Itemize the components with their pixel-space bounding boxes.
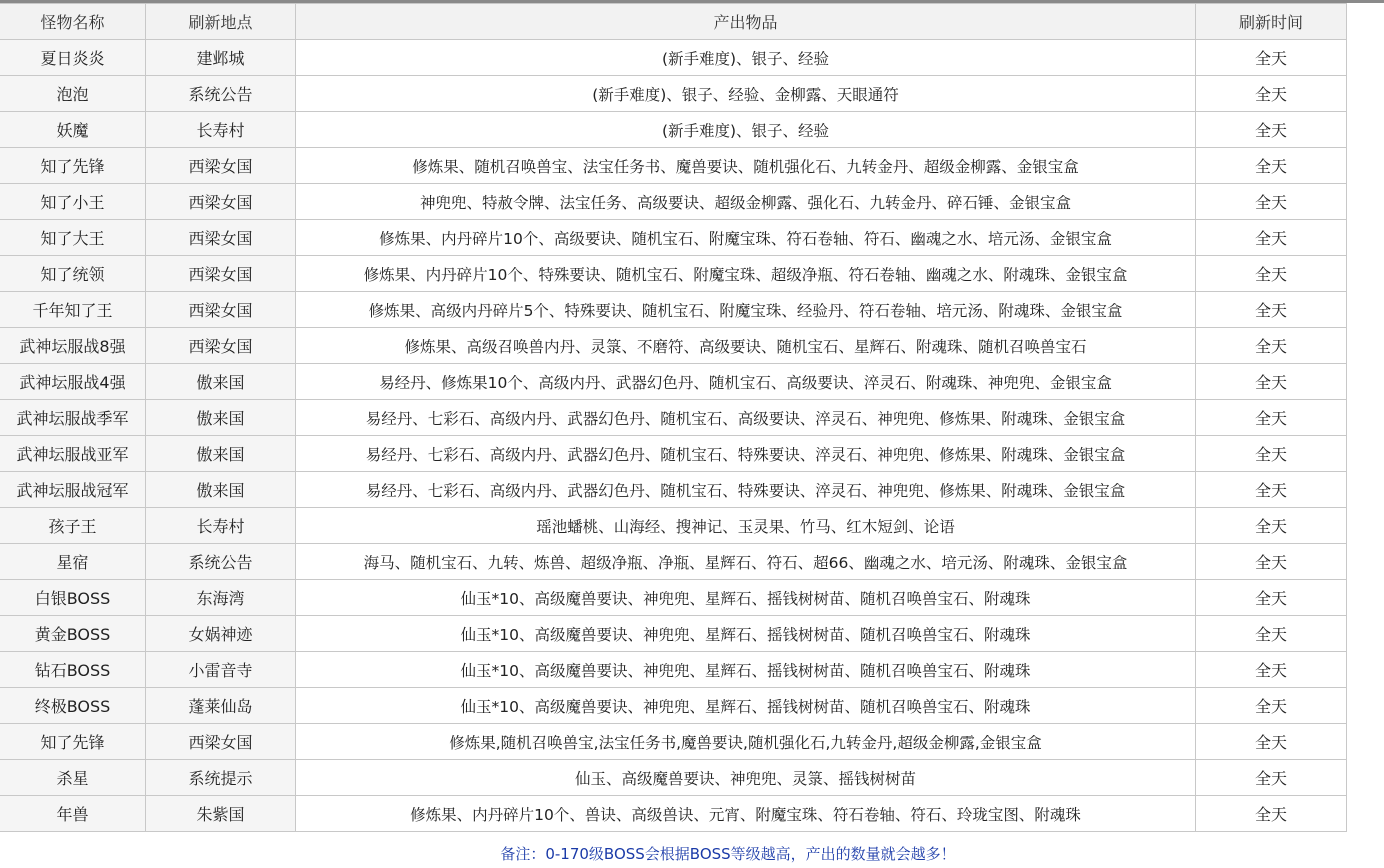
table-row — [0, 364, 1347, 400]
table-row — [0, 580, 1347, 616]
table-body — [0, 40, 1347, 832]
location-cell: 西梁女国 — [146, 256, 296, 292]
monster-name-cell: 知了大王 — [0, 220, 146, 256]
table-row — [0, 688, 1347, 724]
location-cell: 西梁女国 — [146, 184, 296, 220]
table-row — [0, 184, 1347, 220]
refresh-time-cell: 全天 — [1196, 760, 1347, 796]
table-row — [0, 40, 1347, 76]
monster-name-cell: 知了统领 — [0, 256, 146, 292]
location-cell: 朱紫国 — [146, 796, 296, 832]
monster-name-cell: 妖魔 — [0, 112, 146, 148]
refresh-time-cell: 全天 — [1196, 292, 1347, 328]
location-cell: 西梁女国 — [146, 220, 296, 256]
refresh-time-cell: 全天 — [1196, 76, 1347, 112]
monster-name-cell: 武神坛服战8强 — [0, 328, 146, 364]
refresh-time-cell: 全天 — [1196, 436, 1347, 472]
monster-name-cell: 武神坛服战4强 — [0, 364, 146, 400]
table-row — [0, 148, 1347, 184]
refresh-time-cell: 全天 — [1196, 112, 1347, 148]
header-monster-name: 怪物名称 — [0, 4, 146, 40]
items-cell: (新手难度)、银子、经验、金柳露、天眼通符 — [296, 76, 1196, 112]
location-cell: 蓬莱仙岛 — [146, 688, 296, 724]
location-cell: 傲来国 — [146, 436, 296, 472]
items-cell: 修炼果、高级召唤兽内丹、灵箓、不磨符、高级要诀、随机宝石、星辉石、附魂珠、随机召唤兽宝石 — [296, 328, 1196, 364]
location-cell: 傲来国 — [146, 364, 296, 400]
items-cell: 仙玉*10、高级魔兽要诀、神兜兜、星辉石、摇钱树树苗、随机召唤兽宝石、附魂珠 — [296, 616, 1196, 652]
location-cell: 傲来国 — [146, 472, 296, 508]
table-row — [0, 292, 1347, 328]
table-row — [0, 328, 1347, 364]
items-cell: 神兜兜、特赦令牌、法宝任务、高级要诀、超级金柳露、强化石、九转金丹、碎石锤、金银宝盒 — [296, 184, 1196, 220]
monster-drop-table — [0, 3, 1347, 832]
items-cell: 修炼果,随机召唤兽宝,法宝任务书,魔兽要诀,随机强化石,九转金丹,超级金柳露,金银宝盒 — [296, 724, 1196, 760]
items-cell: 修炼果、随机召唤兽宝、法宝任务书、魔兽要诀、随机强化石、九转金丹、超级金柳露、金银宝盒 — [296, 148, 1196, 184]
table-row — [0, 112, 1347, 148]
table-row — [0, 400, 1347, 436]
location-cell: 西梁女国 — [146, 148, 296, 184]
location-cell: 系统提示 — [146, 760, 296, 796]
refresh-time-cell: 全天 — [1196, 652, 1347, 688]
monster-name-cell: 白银BOSS — [0, 580, 146, 616]
items-cell: 海马、随机宝石、九转、炼兽、超级净瓶、净瓶、星辉石、符石、超66、幽魂之水、培元汤、附魂珠、金银宝盒 — [296, 544, 1196, 580]
table-row — [0, 616, 1347, 652]
refresh-time-cell: 全天 — [1196, 40, 1347, 76]
items-cell: (新手难度)、银子、经验 — [296, 40, 1196, 76]
refresh-time-cell: 全天 — [1196, 616, 1347, 652]
refresh-time-cell: 全天 — [1196, 148, 1347, 184]
items-cell: 易经丹、七彩石、高级内丹、武器幻色丹、随机宝石、特殊要诀、淬灵石、神兜兜、修炼果、附魂珠、金银宝盒 — [296, 472, 1196, 508]
refresh-time-cell: 全天 — [1196, 472, 1347, 508]
refresh-time-cell: 全天 — [1196, 508, 1347, 544]
monster-name-cell: 泡泡 — [0, 76, 146, 112]
monster-name-cell: 夏日炎炎 — [0, 40, 146, 76]
table-row — [0, 544, 1347, 580]
monster-name-cell: 千年知了王 — [0, 292, 146, 328]
location-cell: 长寿村 — [146, 508, 296, 544]
monster-name-cell: 年兽 — [0, 796, 146, 832]
monster-name-cell: 知了小王 — [0, 184, 146, 220]
table-row — [0, 760, 1347, 796]
monster-name-cell: 钻石BOSS — [0, 652, 146, 688]
items-cell: 易经丹、七彩石、高级内丹、武器幻色丹、随机宝石、高级要诀、淬灵石、神兜兜、修炼果、附魂珠、金银宝盒 — [296, 400, 1196, 436]
refresh-time-cell: 全天 — [1196, 220, 1347, 256]
refresh-time-cell: 全天 — [1196, 796, 1347, 832]
footer-note: 备注：0-170级BOSS会根据BOSS等级越高，产出的数量就会越多！ — [500, 845, 956, 863]
table-row — [0, 796, 1347, 832]
monster-name-cell: 星宿 — [0, 544, 146, 580]
monster-name-cell: 黄金BOSS — [0, 616, 146, 652]
refresh-time-cell: 全天 — [1196, 328, 1347, 364]
items-cell: (新手难度)、银子、经验 — [296, 112, 1196, 148]
location-cell: 傲来国 — [146, 400, 296, 436]
items-cell: 易经丹、七彩石、高级内丹、武器幻色丹、随机宝石、特殊要诀、淬灵石、神兜兜、修炼果、附魂珠、金银宝盒 — [296, 436, 1196, 472]
monster-name-cell: 武神坛服战冠军 — [0, 472, 146, 508]
items-cell: 修炼果、高级内丹碎片5个、特殊要诀、随机宝石、附魔宝珠、经验丹、符石卷轴、培元汤、附魂珠、金银宝盒 — [296, 292, 1196, 328]
table-row — [0, 220, 1347, 256]
table-row — [0, 508, 1347, 544]
items-cell: 修炼果、内丹碎片10个、高级要诀、随机宝石、附魔宝珠、符石卷轴、符石、幽魂之水、培元汤、金银宝盒 — [296, 220, 1196, 256]
table-row — [0, 436, 1347, 472]
monster-name-cell: 知了先锋 — [0, 724, 146, 760]
table-header-row — [0, 4, 1347, 40]
header-items: 产出物品 — [296, 4, 1196, 40]
items-cell: 仙玉*10、高级魔兽要诀、神兜兜、星辉石、摇钱树树苗、随机召唤兽宝石、附魂珠 — [296, 688, 1196, 724]
location-cell: 女娲神迹 — [146, 616, 296, 652]
table-row — [0, 724, 1347, 760]
items-cell: 修炼果、内丹碎片10个、特殊要诀、随机宝石、附魔宝珠、超级净瓶、符石卷轴、幽魂之水、附魂珠、金银宝盒 — [296, 256, 1196, 292]
refresh-time-cell: 全天 — [1196, 688, 1347, 724]
items-cell: 仙玉*10、高级魔兽要诀、神兜兜、星辉石、摇钱树树苗、随机召唤兽宝石、附魂珠 — [296, 652, 1196, 688]
refresh-time-cell: 全天 — [1196, 184, 1347, 220]
monster-name-cell: 武神坛服战亚军 — [0, 436, 146, 472]
header-location: 刷新地点 — [146, 4, 296, 40]
table-row — [0, 652, 1347, 688]
location-cell: 小雷音寺 — [146, 652, 296, 688]
location-cell: 系统公告 — [146, 544, 296, 580]
items-cell: 易经丹、修炼果10个、高级内丹、武器幻色丹、随机宝石、高级要诀、淬灵石、附魂珠、神兜兜、金银宝盒 — [296, 364, 1196, 400]
monster-name-cell: 终极BOSS — [0, 688, 146, 724]
monster-name-cell: 武神坛服战季军 — [0, 400, 146, 436]
items-cell: 修炼果、内丹碎片10个、兽诀、高级兽诀、元宵、附魔宝珠、符石卷轴、符石、玲珑宝图、附魂珠 — [296, 796, 1196, 832]
refresh-time-cell: 全天 — [1196, 364, 1347, 400]
table-row — [0, 256, 1347, 292]
location-cell: 西梁女国 — [146, 724, 296, 760]
refresh-time-cell: 全天 — [1196, 400, 1347, 436]
items-cell: 仙玉*10、高级魔兽要诀、神兜兜、星辉石、摇钱树树苗、随机召唤兽宝石、附魂珠 — [296, 580, 1196, 616]
monster-name-cell: 杀星 — [0, 760, 146, 796]
location-cell: 西梁女国 — [146, 328, 296, 364]
items-cell: 仙玉、高级魔兽要诀、神兜兜、灵箓、摇钱树树苗 — [296, 760, 1196, 796]
monster-name-cell: 知了先锋 — [0, 148, 146, 184]
location-cell: 建邺城 — [146, 40, 296, 76]
location-cell: 长寿村 — [146, 112, 296, 148]
refresh-time-cell: 全天 — [1196, 580, 1347, 616]
header-time: 刷新时间 — [1196, 4, 1347, 40]
location-cell: 东海湾 — [146, 580, 296, 616]
monster-name-cell: 孩子王 — [0, 508, 146, 544]
table-row — [0, 472, 1347, 508]
refresh-time-cell: 全天 — [1196, 256, 1347, 292]
refresh-time-cell: 全天 — [1196, 544, 1347, 580]
items-cell: 瑶池蟠桃、山海经、搜神记、玉灵果、竹马、红木短剑、论语 — [296, 508, 1196, 544]
location-cell: 西梁女国 — [146, 292, 296, 328]
location-cell: 系统公告 — [146, 76, 296, 112]
refresh-time-cell: 全天 — [1196, 724, 1347, 760]
table-row — [0, 76, 1347, 112]
